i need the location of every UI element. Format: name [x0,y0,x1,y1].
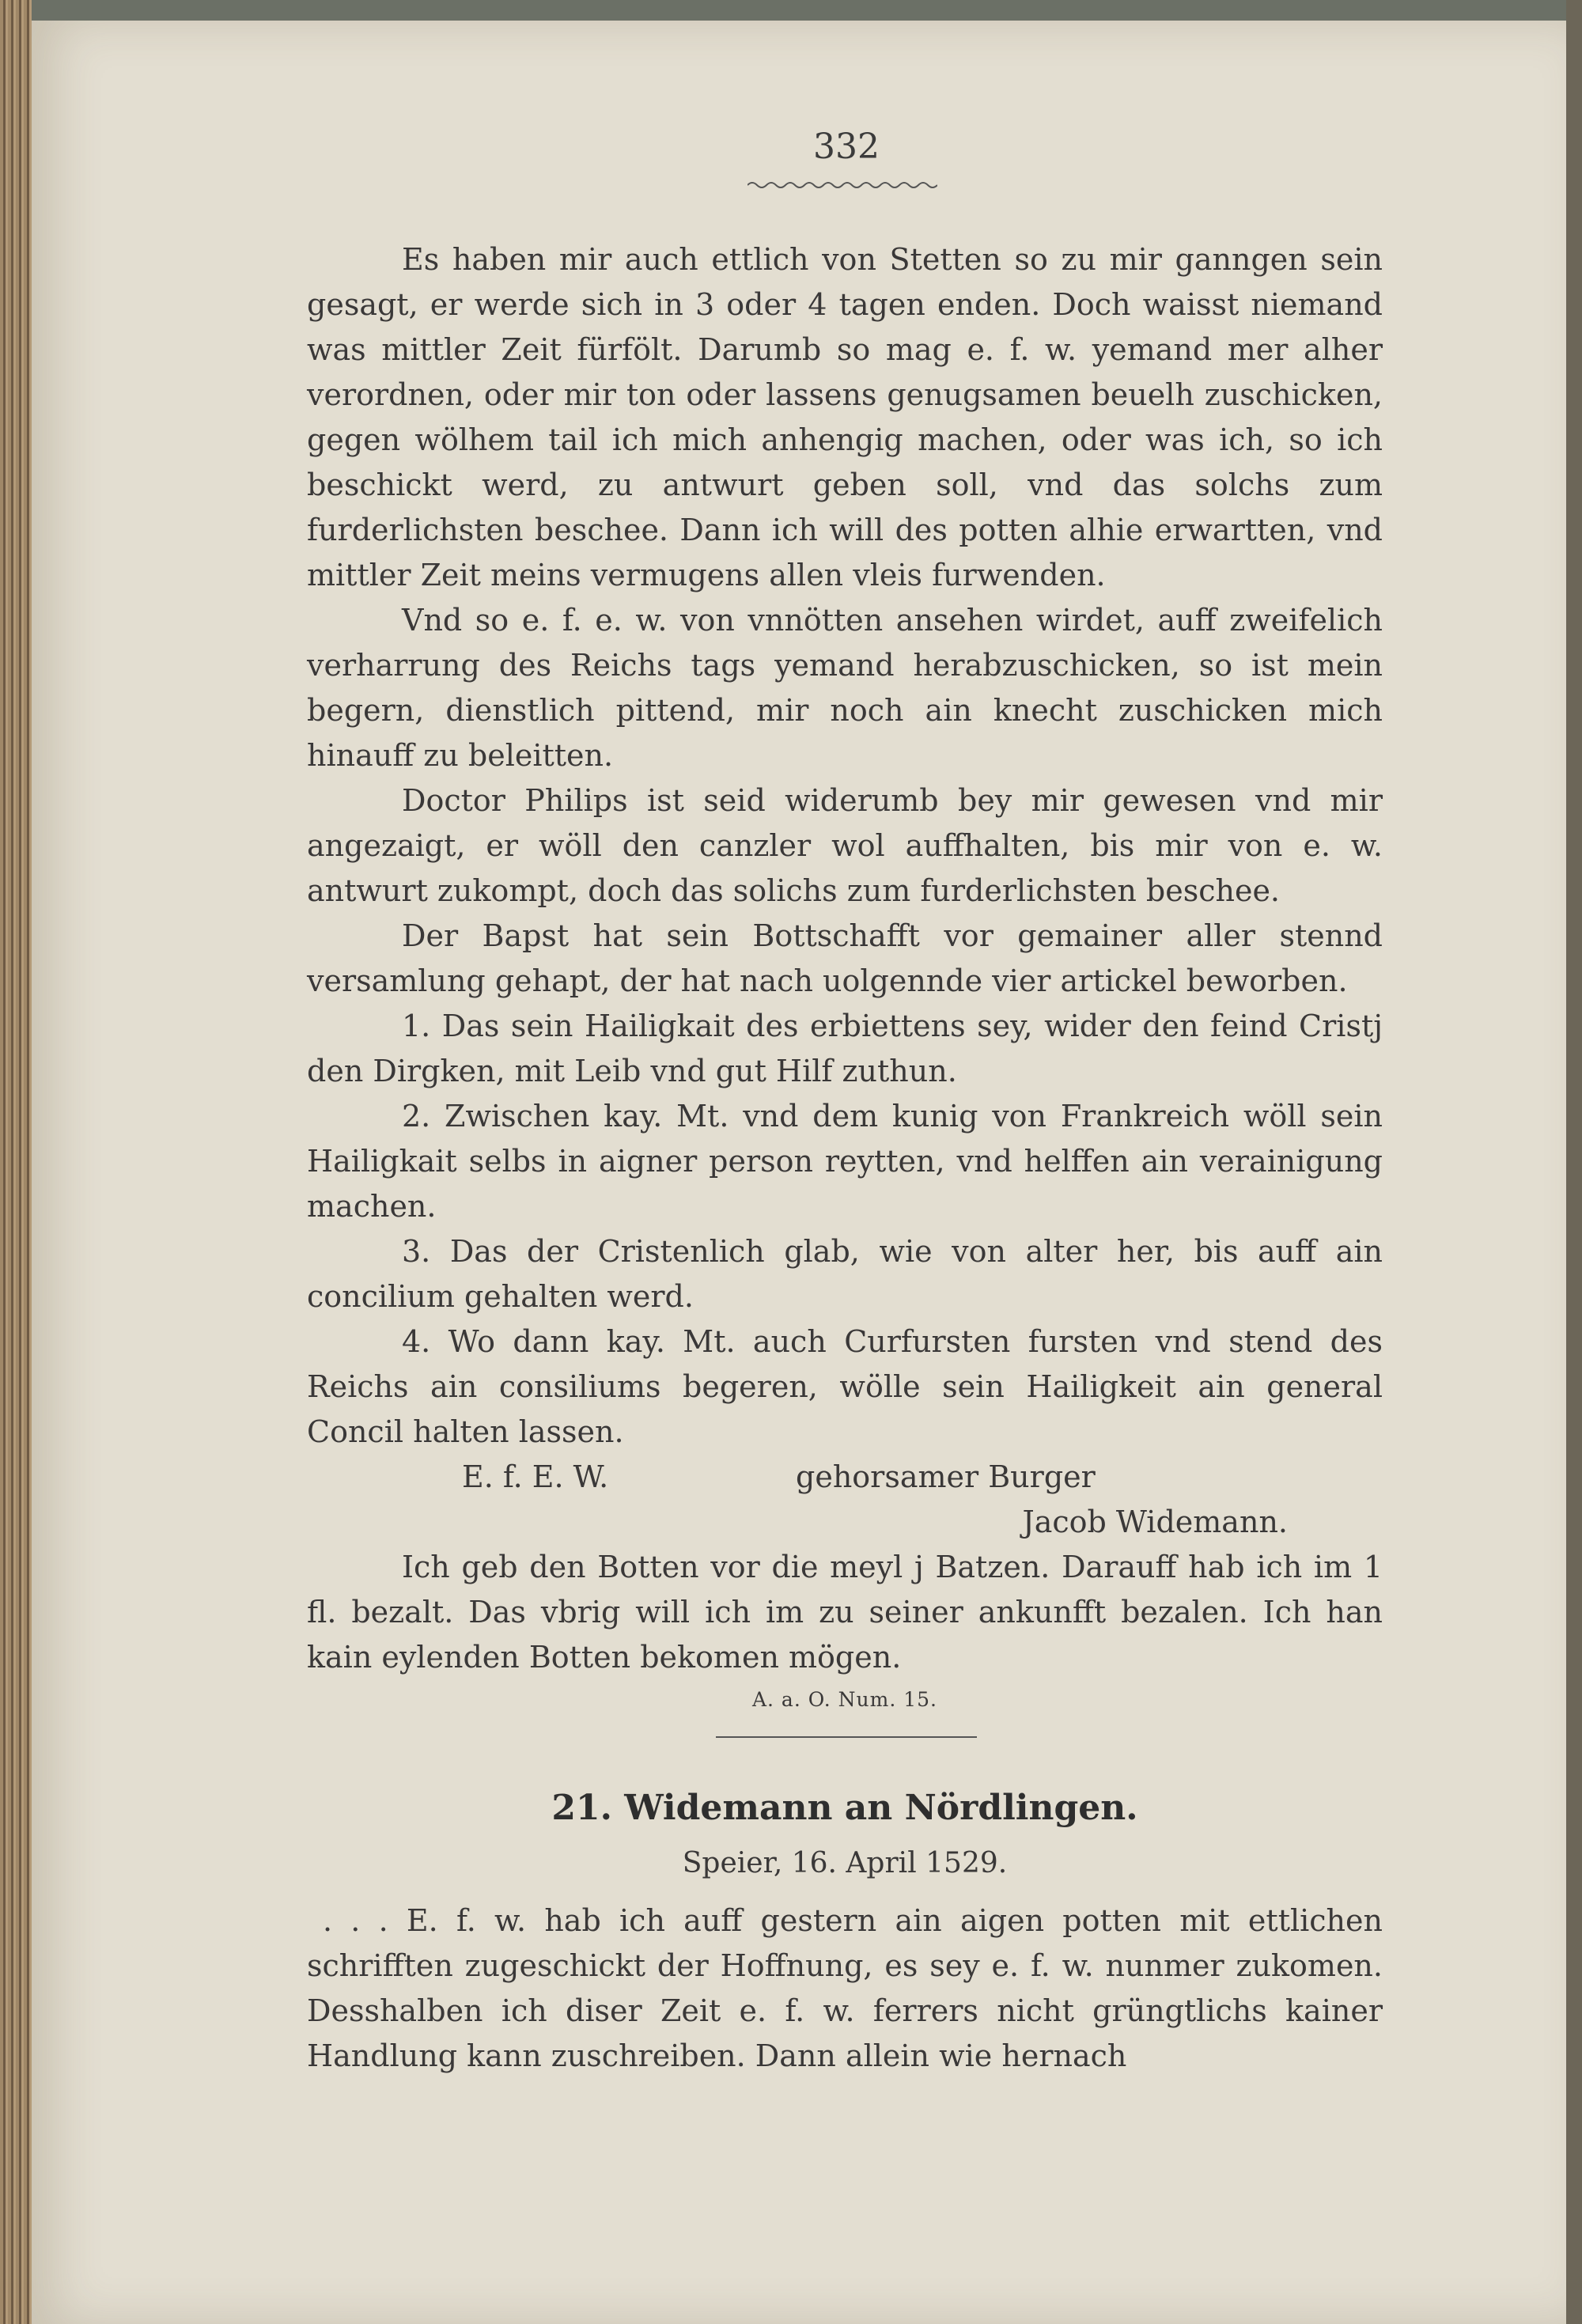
source-citation: A. a. O. Num. 15. [751,1688,937,1711]
signature-title: gehorsamer Burger [796,1459,1096,1494]
book-page-edges [0,0,32,2324]
signature-line [307,1455,1383,1500]
letter-body [307,237,1383,1720]
scanner-right-border [1566,0,1582,2324]
scanner-top-border [0,0,1582,21]
signature-salutation: E. f. E. W. [462,1459,609,1494]
paragraph: Vnd so e. f. e. w. von vnnötten ansehen wirdet, auff zweifelich verharrung des Reichs tags yemand herabzuschicken, so ist mein begern, dienstlich pittend, mir noch ain knecht zuschicken mich hinauff zu beleitten. [307,603,1383,773]
section-divider [716,1736,977,1738]
paragraph: . . . E. f. w. hab ich auff gestern ain aigen potten mit ettlichen schrifften zugeschickt der Hoffnung, es sey e. f. w. nunmer zukomen. Desshalben ich diser Zeit e. f. w. ferrers nicht grüngtlichs kainer Handlung kann zuschreiben. Dann allein wie hernach [307,1903,1383,2073]
list-item: 1. Das sein Hailigkait des erbiettens sey, wider den feind Cristj den Dirgken, mit Leib vnd gut Hilf zuthun. [307,1009,1383,1088]
list-item: 3. Das der Cristenlich glab, wie von alter her, bis auff ain concilium gehalten werd. [307,1234,1383,1314]
page-number-ornament [747,179,937,191]
page-number: 332 [813,127,880,167]
section-body [307,1898,1383,2079]
postscript: Ich geb den Botten vor die meyl j Batzen. Darauff hab ich im 1 fl. bezalt. Das vbrig will ich im zu seiner ankunfft bezalen. Ich han kain eylenden Botten bekomen mögen. [307,1550,1383,1675]
section-dateline: Speier, 16. April 1529. [682,1847,1008,1879]
list-item: 4. Wo dann kay. Mt. auch Curfursten fursten vnd stend des Reichs ain consiliums begeren, wölle sein Hailigkeit ain general Concil halten lassen. [307,1324,1383,1449]
section-heading: 21. Widemann an Nördlingen. [551,1788,1138,1828]
paragraph: Doctor Philips ist seid widerumb bey mir gewesen vnd mir angezaigt, er wöll den canzler wol auffhalten, bis mir von e. w. antwurt zukompt, doch das solichs zum furderlichsten beschee. [307,783,1383,908]
paragraph: Der Bapst hat sein Bottschafft vor gemainer aller stennd versamlung gehapt, der hat nach uolgennde vier artickel beworben. [307,918,1383,998]
paragraph: Es haben mir auch ettlich von Stetten so zu mir ganngen sein gesagt, er werde sich in 3 oder 4 tagen enden. Doch waisst niemand was mittler Zeit fürfölt. Darumb so mag e. f. w. yemand mer alher verordnen, oder mir ton oder lassens genugsamen beuelh zuschicken, gegen wölhem tail ich mich anhengig machen, oder was ich, so ich beschickt werd, zu antwurt geben soll, vnd das solchs zum furderlichsten beschee. Dann ich will des potten alhie erwartten, vnd mittler Zeit meins vermugens allen vleis furwenden. [307,242,1383,592]
signature-name: Jacob Widemann. [1022,1505,1288,1539]
list-item: 2. Zwischen kay. Mt. vnd dem kunig von Frankreich wöll sein Hailigkait selbs in aigner person reytten, vnd helffen ain verainigung machen. [307,1099,1383,1224]
